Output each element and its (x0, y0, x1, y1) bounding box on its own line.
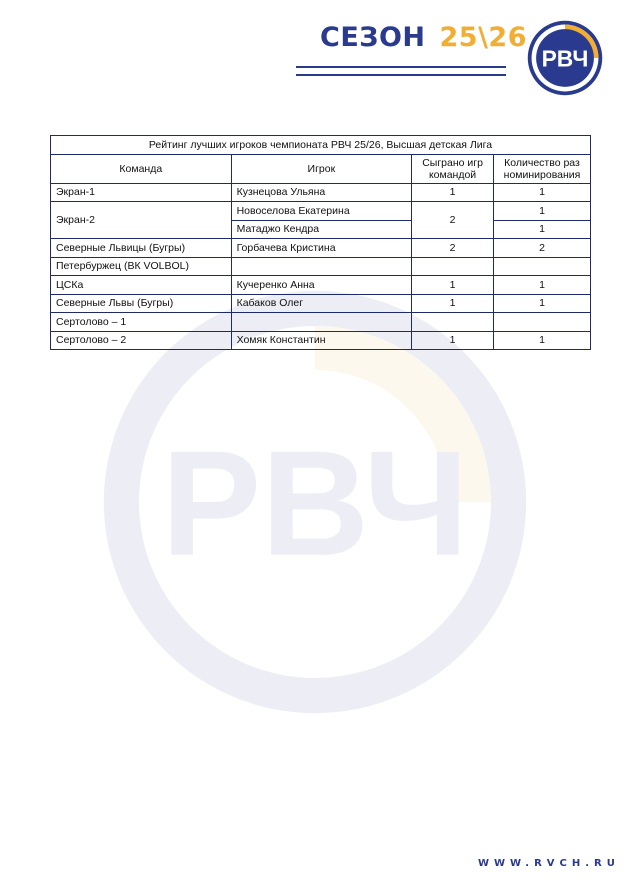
games-cell: 1 (412, 331, 494, 350)
team-cell: Петербуржец (ВК VOLBOL) (51, 257, 232, 276)
header-games: Сыграно игр командой (412, 154, 494, 183)
player-cell: Кузнецова Ульяна (231, 183, 412, 202)
nominations-cell: 1 (494, 294, 591, 313)
nominations-cell: 1 (494, 202, 591, 221)
games-cell: 2 (412, 202, 494, 239)
nominations-cell: 1 (494, 220, 591, 239)
table-row (51, 257, 591, 276)
season-word: СЕЗОН (320, 22, 426, 53)
games-cell: 1 (412, 183, 494, 202)
nominations-cell: 1 (494, 331, 591, 350)
table-row (51, 313, 591, 332)
player-cell (231, 313, 412, 332)
player-cell (231, 257, 412, 276)
nominations-cell: 1 (494, 183, 591, 202)
table-caption: Рейтинг лучших игроков чемпионата РВЧ 25/26, Высшая детская Лига (51, 136, 591, 155)
table-row (51, 294, 591, 313)
season-title (320, 22, 527, 53)
team-cell: Экран-1 (51, 183, 232, 202)
games-cell: 1 (412, 294, 494, 313)
header-nominations: Количество раз номинирования (494, 154, 591, 183)
svg-text:РВЧ: РВЧ (541, 45, 589, 72)
table-row (51, 331, 591, 350)
table-row (51, 239, 591, 258)
header-team: Команда (51, 154, 232, 183)
svg-text:РВЧ: РВЧ (161, 419, 469, 587)
team-cell: Северные Львы (Бугры) (51, 294, 232, 313)
player-cell: Кабаков Олег (231, 294, 412, 313)
games-cell: 1 (412, 276, 494, 295)
nominations-cell: 1 (494, 276, 591, 295)
nominations-cell (494, 257, 591, 276)
table-row (51, 202, 591, 221)
website-link[interactable]: WWW.RVCH.RU (478, 858, 620, 869)
rvch-logo (527, 20, 603, 96)
season-years: 25\26 (439, 22, 528, 53)
nominations-cell: 2 (494, 239, 591, 258)
nominations-cell (494, 313, 591, 332)
player-cell: Кучеренко Анна (231, 276, 412, 295)
table-row (51, 276, 591, 295)
games-cell (412, 313, 494, 332)
header-divider (296, 74, 506, 76)
player-cell: Горбачева Кристина (231, 239, 412, 258)
team-cell: Сертолово – 1 (51, 313, 232, 332)
header-divider (296, 66, 506, 68)
team-cell: Северные Львицы (Бугры) (51, 239, 232, 258)
player-cell: Хомяк Константин (231, 331, 412, 350)
team-cell: ЦСКа (51, 276, 232, 295)
header-player: Игрок (231, 154, 412, 183)
player-cell: Матаджо Кендра (231, 220, 412, 239)
rating-table (50, 135, 591, 350)
player-cell: Новоселова Екатерина (231, 202, 412, 221)
team-cell: Экран-2 (51, 202, 232, 239)
games-cell (412, 257, 494, 276)
table-row (51, 183, 591, 202)
team-cell: Сертолово – 2 (51, 331, 232, 350)
games-cell: 2 (412, 239, 494, 258)
